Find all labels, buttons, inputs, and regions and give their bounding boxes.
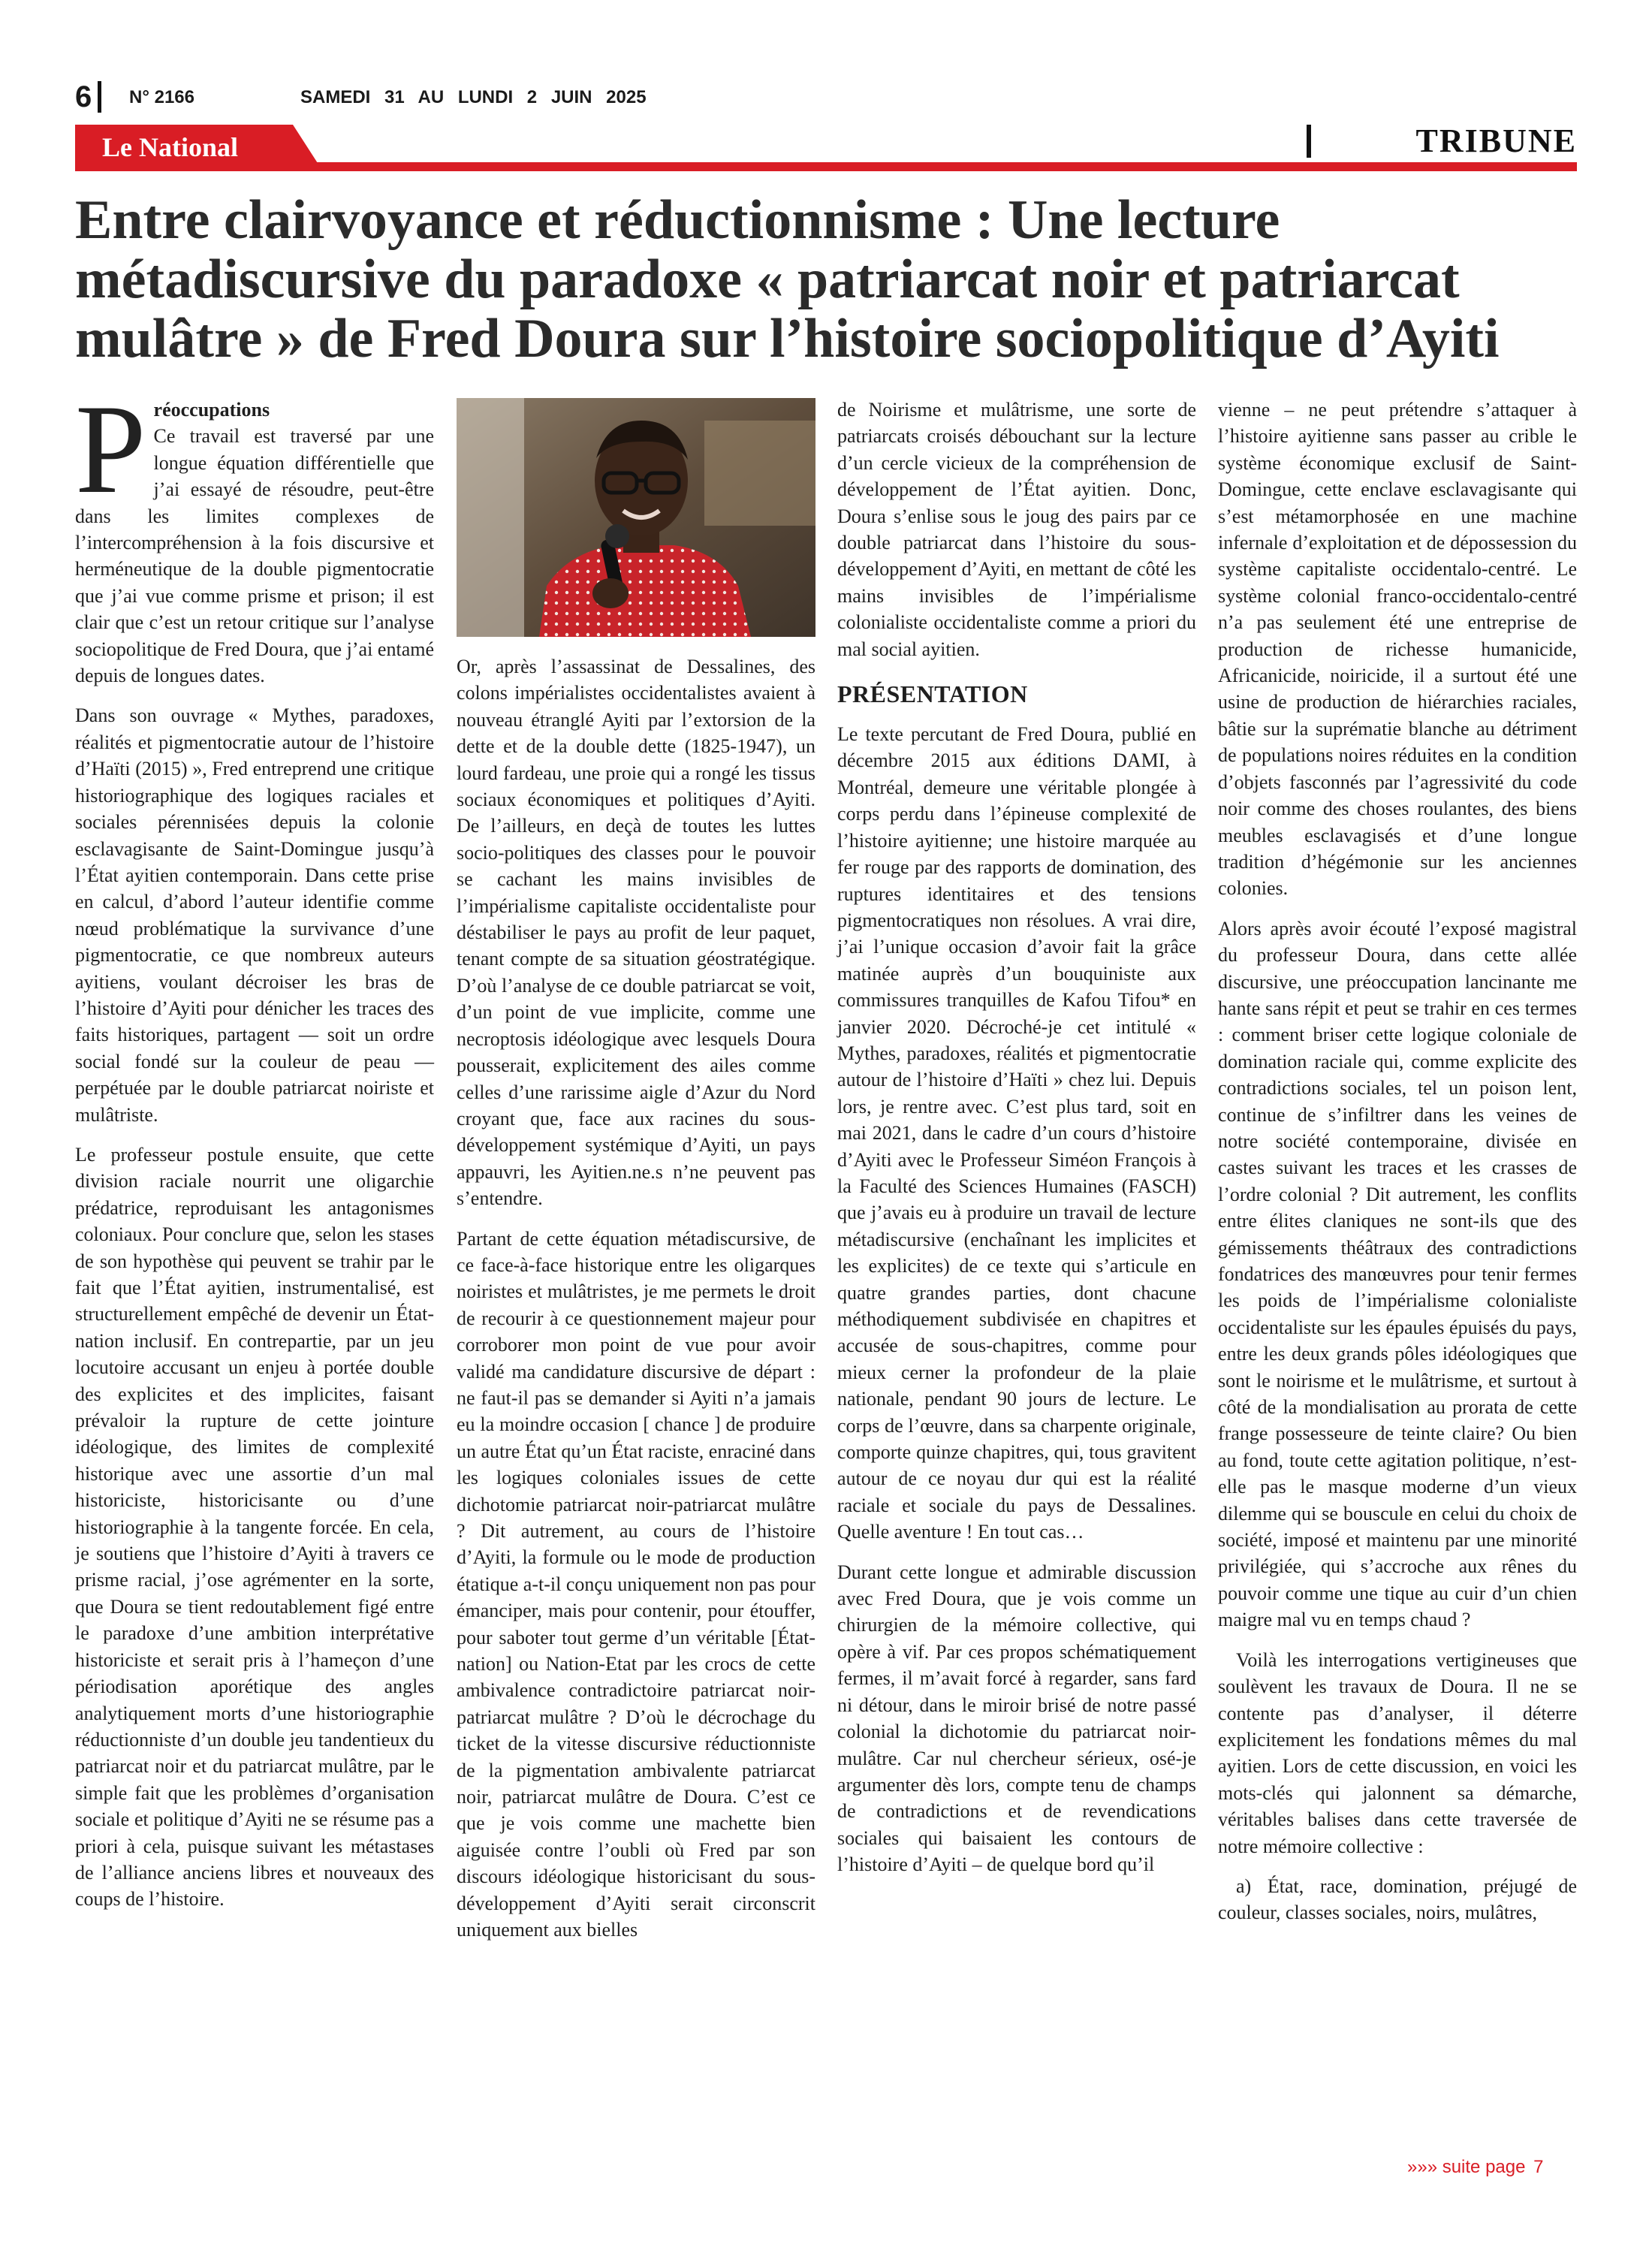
list-item: a) État, race, domination, préjugé de couleur, classes sociales, noirs, mulâtres, (1218, 1874, 1577, 1924)
section-divider (1307, 125, 1311, 158)
kicker: réoccupations (153, 399, 270, 421)
paragraph: vienne – ne peut prétendre s’attaquer à l’histoire ayitienne sans passer au crible le système économique exclusif de Saint-Domingue, cette enclave esclavagisante qui s’est métamorphosée en une machine infernale d’exploitation et de dépossession du système capitaliste occidentalo-centré. Le système colonial franco-occidentalo-centré n’a pas seulement été une entreprise de production de richesse humanicide, Africanicide, noiricide, il a surtout été une usine de production de hiérarchies raciales, bâtie sur la suprématie blanche au détriment de populations noires réduites en la condition d’objets fasconnés par l’agressivité du code noir comme des choses roulantes, des biens meubles esclavagisés et d’une longue tradition d’hégémonie sur les anciennes colonies. (1218, 399, 1577, 900)
continued-link[interactable] (1404, 2157, 1544, 2178)
continued-label: »»» suite page (1407, 2157, 1526, 2177)
speaker-photo (457, 398, 815, 637)
masthead-band (75, 122, 1577, 174)
drop-cap: P (75, 379, 146, 520)
paragraph-text: Ce travail est traversé par une longue équation différentielle que j’ai essayé de résoudre, peut-être dans les limites complexes de l’intercompréhension à la fois discursive et herméneutique de la double pigmentocratie que j’ai vue comme prisme et prison; il est clair que c’est un retour critique sur l’analyse sociopolitique de Fred Doura, que j’ai entamé depuis de longues dates. (75, 425, 434, 687)
paragraph: Durant cette longue et admirable discussion avec Fred Doura, que je vois comme un chirurgien de la mémoire collective, qui opère à vif. Par ces propos schématiquement fermes, il m’avait forcé à regarder, sans fard ni détour, dans le miroir brisé de notre passé colonial la dichotomie du patriarcat noir-mulâtre. Car nul chercheur sérieux, osé-je argumenter dès lors, compte tenu de champs de contradictions et de revendications sociales qui baisaient les contours de l’histoire d’Ayiti – de quelque bord qu’il (837, 1561, 1196, 1876)
column-1 (75, 379, 434, 1926)
column-4 (1218, 397, 1577, 1940)
paragraph: Partant de cette équation métadiscursive, de ce face-à-face historique entre les oligarques noiristes et mulâtristes, je me permets le droit de recourir à ce questionnement majeur pour corroborer mon point de vue pour avoir validé ma candidature discursive de départ : ne faut-il pas se demander si Ayiti n’a jamais eu la moindre occasion [ chance ] de produire un autre État qu’un État raciste, enraciné dans les logiques coloniales issues de cette dichotomie patriarcat noir-patriarcat mulâtre ? Dit autrement, au cours de l’histoire d’Ayiti, la formule ou le mode de production étatique a-t-il conçu uniquement non pas pour émanciper, mais pour contenir, pour étouffer, pour saboter tout germe d’un véritable [État-nation] ou Nation-Etat par les crocs de cette ambivalence contradictoire patriarcat noir-patriarcat mulâtre ? D’où le décrochage du ticket de la vitesse discursive réductionniste de la pigmentation ambivalente patriarcat noir, patriarcat mulâtre de Doura. C’est ce que je vois comme une machette bien aiguisée contre l’oubli où Fred par son discours idéologique historicisant du sous-développement d’Ayiti serait circonscrit uniquement aux bielles (457, 1227, 815, 1941)
paragraph: Voilà les interrogations vertigineuses que soulèvent les travaux de Doura. Il ne se contente pas d’analyser, il déterre explicitement les fondations mêmes du mal ayitien. Lors de cette discussion, en voici les mots-clés qui jalonnent sa démarche, véritables balises dans cette traversée de notre mémoire collective : (1218, 1648, 1577, 1857)
issue-number: N° 2166 (129, 87, 194, 107)
paragraph: Le texte percutant de Fred Doura, publié en décembre 2015 aux éditions DAMI, à Montréal, demeure une véritable plongée à corps perdu dans l’épineuse complexité de l’histoire ayitienne; une histoire marquée au fer rouge par des rapports de domination, des ruptures identitaires et des tensions pigmentocratiques non résolues. A vrai dire, j’ai l’unique occasion d’avoir fait la grâce matinée auprès d’un bouquiniste aux commissures tranquilles de Kafou Tifou* en janvier 2020. Décroché-je cet intitulé « Mythes, paradoxes, réalités et pigmentocratie autour de l’histoire d’Haïti » chez lui. Depuis lors, je rentre avec. C’est plus tard, soit en mai 2021, dans le cadre d’un cours d’histoire d’Ayiti avec le Professeur Siméon François à la Faculté des Sciences Humaines (FASCH) que j’avais eu à produire un travail de lecture métadiscursive (enchaînant les implicites et les explicites) de ce texte qui s’articule en quatre grandes parties, dont chacune méthodiquement subdivisée en chapitres et accusée de sous-chapitres, comme pour mieux cerner la profondeur de la plaie nationale, pendant 90 jours de lecture. Le corps de l’œuvre, dans sa charpente originale, comporte quinze chapitres, qui, tous gravitent autour de ce noyau dur qui est la réalité raciale et sociale du pays de Dessalines. Quelle aventure ! En tout cas… (837, 723, 1196, 1543)
intro-paragraph (75, 379, 434, 689)
photo-image (457, 398, 815, 637)
paragraph: Or, après l’assassinat de Dessalines, des colons impérialistes occidentalistes avaient à nouveau étranglé Ayiti par l’extorsion de la dette et de la double dette (1825-1947), un lourd fardeau, une proie qui a rongé les tissus sociaux économiques et politiques d’Ayiti. De l’ailleurs, en deçà de toutes les luttes socio-politiques des classes pour le pouvoir se cachant les mains invisibles de l’impérialisme capitaliste occidentaliste pour déstabiliser le pays au profit de leur paquet, tenant compte de sa situation géostratégique. D’où l’analyse de ce double patriarcat se voit, d’un point de vue implicite, comme une necroptosis idéologique avec lesquels Doura pousserait, explicitement des ailes comme celles d’une rarissime aigle d’Azur du Nord croyant que, face aux racines du sous-développement systémique d’Ayiti, un pays appauvri, les Ayitien.ne.s n’ne peuvent pas s’entendre. (457, 656, 815, 1210)
continued-page: 7 (1533, 2157, 1544, 2177)
paragraph: Dans son ouvrage « Mythes, paradoxes, réalités et pigmentocratie autour de l’histoire d’Haïti (2015) », Fred entreprend une critique historiographique des logiques raciales et sociales pérennisées depuis la colonie esclavagisante de Saint-Domingue jusqu’à l’État ayitien contemporain. Dans cette prise en calcul, d’abord l’auteur identifie comme nœud problématique la survivance d’une pigmentocratie, ce que nombreux auteurs ayitiens, voulant décroiser les bras de l’histoire d’Ayiti pour dénicher les traces des faits historiques, partagent — soit un ordre social fondé sur la couleur de peau — perpétuée par le double patriarcat noiriste et mulâtriste. (75, 704, 434, 1126)
folio-line (75, 78, 1577, 116)
paragraph: Alors après avoir écouté l’exposé magistral du professeur Doura, dans cette allée discursive, une préoccupation lancinante me hante sans répit et peut se trahir en ces termes : comment briser cette logique coloniale de domination raciale qui, comme explicite des contradictions sociales, tel un poison lent, continue de s’infiltrer dans les veines de notre société contemporaine, divisée en castes suivant les traces et les crasses de l’ordre colonial ? Dit autrement, les conflits entre élites claniques ne sont-ils que des gémissements théâtraux des contradictions fondatrices des manœuvres pour tenir fermes les poids de l’impérialisme colonialiste occidentaliste sur les épaules épuisés du pays, entre les deux grands pôles idéologiques que sont le noirisme et le mulâtrisme, et surtout à côté de la mondialisation au prorata de cette frange possesseure de teinte claire? Ou bien au fond, toute cette agitation politique, n’est-elle pas le masque moderne d’un vieux dilemme qui se bouscule en celui du choix de société, imposé et maintenu par une minorité privilégiée, qui s’accroche aux rênes du pouvoir comme une tique au cuir d’un chien maigre mal vu en temps chaud ? (1218, 917, 1577, 1631)
article-title: Entre clairvoyance et réductionnisme : Une lecture métadiscursive du paradoxe « patriarcat noir et patriarcat mulâtre » de Fred Doura sur l’histoire sociopolitique d’Ayiti (75, 189, 1500, 369)
issue-date: SAMEDI 31 AU LUNDI 2 JUIN 2025 (300, 87, 647, 107)
section-name: TRIBUNE (1415, 122, 1577, 159)
newspaper-name: Le National (102, 132, 239, 162)
folio-divider (98, 81, 101, 113)
paragraph: de Noirisme et mulâtrisme, une sorte de patriarcats croisés débouchant sur la lecture d’un cercle vicieux de la compréhension de développement de l’État ayitien. Donc, Doura s’enlise sous le joug des pairs par ce double patriarcat dans l’histoire du sous-développement d’Ayiti, en mettant de côté les mains invisibles de l’impérialisme colonialiste occidentaliste comme a priori du mal social ayitien. (837, 399, 1196, 660)
section-subhead: PRÉSENTATION (837, 680, 1028, 708)
page-number: 6 (75, 80, 92, 113)
column-2 (457, 653, 815, 1957)
column-3 (837, 397, 1196, 1892)
paragraph: Le professeur postule ensuite, que cette division raciale nourrit une oligarchie prédatrice, reproduisant les antagonismes coloniaux. Pour conclure que, selon les stases de son hypothèse qui peuvent se trahir par le fait que l’État ayitien, instrumentalisé, est structurellement empêché de devenir un État-nation inclusif. En contrepartie, par un jeu locutoire accusant un enjeu à portée double des explicites et des implicites, faisant prévaloir la rupture de cette jointure idéologique, des limites de complexité historique avec une assortie d’un mal historiciste, historicisante ou d’une historiographie à la tangente forcée. En cela, je soutiens que l’histoire d’Ayiti à travers ce prisme racial, j’ose agrémenter en la sorte, que Doura se tient redoutablement figé entre le paradoxe d’une ambition interprétative historiciste et serait pris à l’hameçon d’une périodisation aporétique des angles analytiquement morts d’une historiographie réductionniste d’un double jeu tandentieux du patriarcat noir et du patriarcat mulâtre, par le simple fait que les problèmes d’organisation sociale et politique d’Ayiti ne se résume pas a priori à cela, puisque suivant les métastases de l’alliance anciens libres et nouveaux des coups de l’histoire. (75, 1143, 434, 1911)
